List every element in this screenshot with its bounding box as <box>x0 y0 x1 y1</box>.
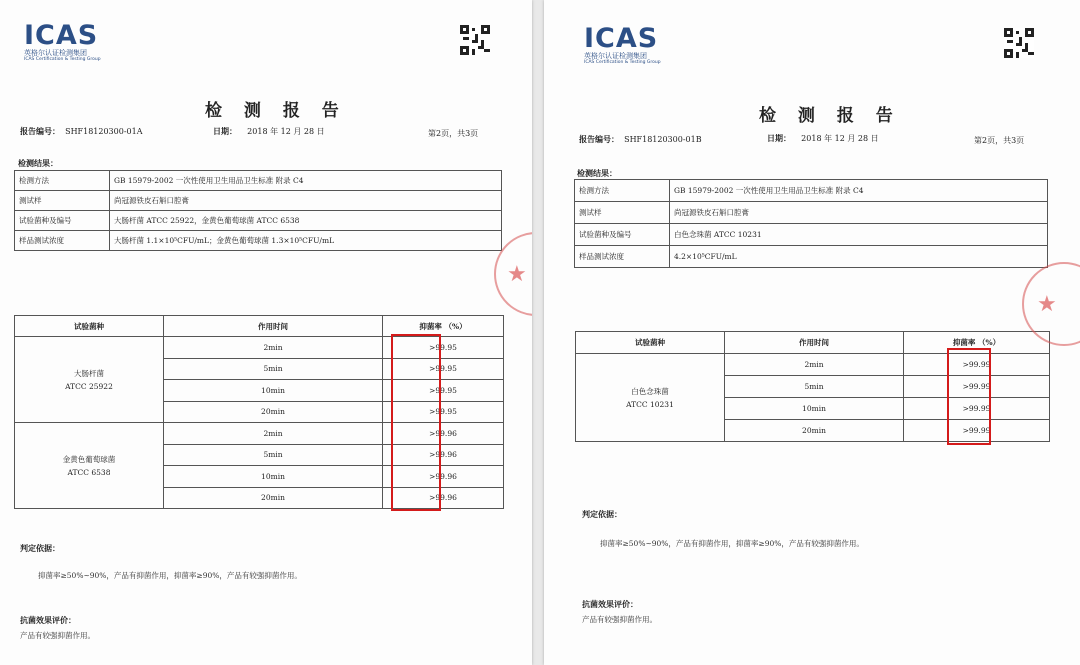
report-date: 日期： 2018 年 12 月 28 日 <box>213 126 325 136</box>
info-row: 样品测试浓度 4.2×10⁵CFU/mL <box>575 246 1048 268</box>
table-row: 金黄色葡萄球菌 ATCC 6538 2min >99.96 <box>15 423 504 445</box>
report-number: 报告编号： SHF18120300-01A <box>20 126 143 136</box>
qr-code-icon <box>460 25 490 55</box>
info-row: 测试样 尚冠源铁皮石斛口腔膏 <box>575 202 1048 224</box>
evaluation-text: 产品有较强抑菌作用。 <box>20 631 95 640</box>
table-row: 5min >99.99 <box>576 376 1050 398</box>
page-info: 第2页，共3页 <box>974 136 1025 145</box>
highlight-box <box>947 348 991 445</box>
results-header-row: 试验菌种 作用时间 抑菌率 （%） <box>15 316 504 337</box>
stamp-star-icon: ★ <box>1037 292 1057 317</box>
icas-logo: ICAS 英格尔认证检测集团 ICAS Certification & Testing Group <box>584 23 661 65</box>
table-row: 10min >99.95 <box>15 380 504 402</box>
test-info-table <box>574 179 1048 268</box>
info-row: 试验菌种及编号 大肠杆菌 ATCC 25922，金黄色葡萄球菌 ATCC 6538 <box>15 211 502 231</box>
strain-cell: 大肠杆菌 ATCC 25922 <box>15 337 164 423</box>
info-row: 样品测试浓度 大肠杆菌 1.1×10⁵CFU/mL；金黄色葡萄球菌 1.3×10⁵CFU/mL <box>15 231 502 251</box>
table-row: 大肠杆菌 ATCC 25922 2min >99.95 <box>15 337 504 359</box>
report-date: 日期： 2018 年 12 月 28 日 <box>767 133 879 143</box>
report-page-1 <box>0 0 532 665</box>
report-page-2 <box>544 0 1080 665</box>
results-heading: 检测结果： <box>18 158 58 168</box>
criteria-heading: 判定依据： <box>20 543 60 553</box>
icas-logo: ICAS 英格尔认证检测集团 ICAS Certification & Testing Group <box>24 20 101 62</box>
page-info: 第2页，共3页 <box>428 129 479 138</box>
qr-code-icon <box>1004 28 1034 58</box>
stamp-star-icon: ★ <box>507 262 527 287</box>
report-title: 检 测 报 告 <box>759 106 901 126</box>
info-row: 检测方法 GB 15979-2002 一次性使用卫生用品卫生标准 附录 C4 <box>15 171 502 191</box>
test-info-table <box>14 170 502 251</box>
table-row: 20min >99.95 <box>15 401 504 423</box>
criteria-text: 抑菌率≥50%~90%，产品有抑菌作用，抑菌率≥90%，产品有较强抑菌作用。 <box>600 539 864 548</box>
criteria-text: 抑菌率≥50%~90%，产品有抑菌作用，抑菌率≥90%，产品有较强抑菌作用。 <box>38 571 302 580</box>
report-number: 报告编号： SHF18120300-01B <box>579 134 702 144</box>
evaluation-text: 产品有较强抑菌作用。 <box>582 615 657 624</box>
info-row: 测试样 尚冠源铁皮石斛口腔膏 <box>15 191 502 211</box>
strain-cell: 白色念珠菌 ATCC 10231 <box>576 354 725 442</box>
highlight-box <box>391 334 441 511</box>
info-row: 试验菌种及编号 白色念珠菌 ATCC 10231 <box>575 224 1048 246</box>
info-row: 检测方法 GB 15979-2002 一次性使用卫生用品卫生标准 附录 C4 <box>575 180 1048 202</box>
evaluation-heading: 抗菌效果评价： <box>20 615 76 625</box>
results-heading: 检测结果： <box>577 168 617 178</box>
table-row: 5min >99.96 <box>15 444 504 466</box>
table-row: 白色念珠菌 ATCC 10231 2min >99.99 <box>576 354 1050 376</box>
criteria-heading: 判定依据： <box>582 509 622 519</box>
table-row: 10min >99.99 <box>576 398 1050 420</box>
table-row: 10min >99.96 <box>15 466 504 488</box>
table-row: 5min >99.95 <box>15 358 504 380</box>
report-title: 检 测 报 告 <box>205 101 347 121</box>
results-header-row: 试验菌种 作用时间 抑菌率 （%） <box>576 332 1050 354</box>
table-row: 20min >99.96 <box>15 487 504 509</box>
strain-cell: 金黄色葡萄球菌 ATCC 6538 <box>15 423 164 509</box>
evaluation-heading: 抗菌效果评价： <box>582 599 638 609</box>
table-row: 20min >99.99 <box>576 420 1050 442</box>
